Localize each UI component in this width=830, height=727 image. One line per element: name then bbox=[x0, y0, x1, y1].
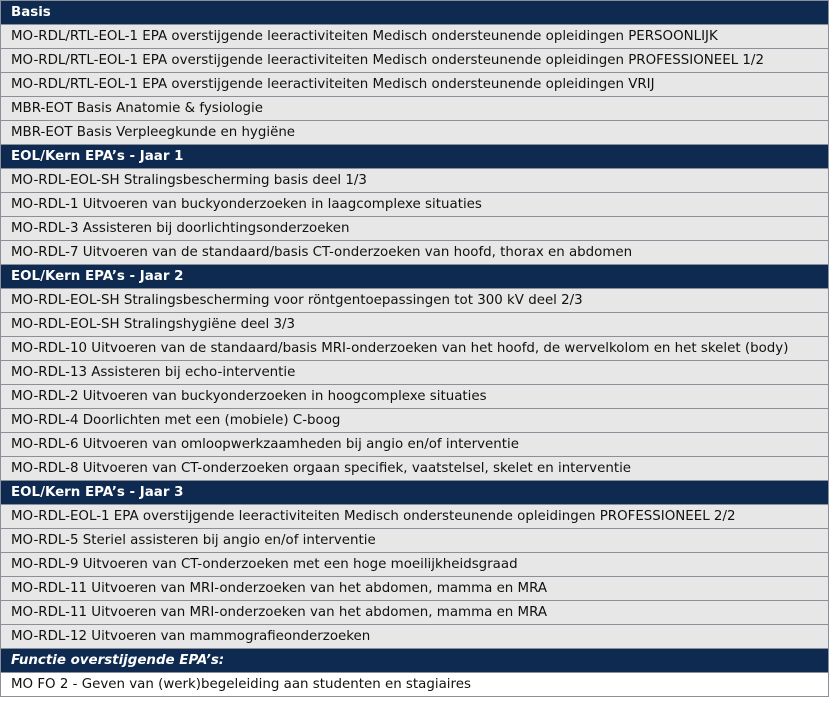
epa-item-cell: MO-RDL-11 Uitvoeren van MRI-onderzoeken van het abdomen, mamma en MRA bbox=[1, 577, 829, 601]
table-row bbox=[1, 289, 829, 313]
epa-item-cell: MO-RDL-13 Assisteren bij echo-interventie bbox=[1, 361, 829, 385]
table-row bbox=[1, 241, 829, 265]
epa-item-cell: MO-RDL-3 Assisteren bij doorlichtingsonderzoeken bbox=[1, 217, 829, 241]
epa-item-cell: MO-RDL-EOL-SH Stralingshygiëne deel 3/3 bbox=[1, 313, 829, 337]
epa-item-cell: MO-RDL-1 Uitvoeren van buckyonderzoeken in laagcomplexe situaties bbox=[1, 193, 829, 217]
epa-item-cell: MO-RDL-EOL-SH Stralingsbescherming basis deel 1/3 bbox=[1, 169, 829, 193]
epa-item-cell: MO-RDL-7 Uitvoeren van de standaard/basis CT-onderzoeken van hoofd, thorax en abdomen bbox=[1, 241, 829, 265]
section-title: Functie overstijgende EPA’s: bbox=[1, 649, 829, 673]
table-row bbox=[1, 553, 829, 577]
epa-item-cell: MO-RDL-EOL-1 EPA overstijgende leeractiviteiten Medisch ondersteunende opleidingen PROFESSIONEEL 2/2 bbox=[1, 505, 829, 529]
epa-item-cell: MO-RDL-12 Uitvoeren van mammografieonderzoeken bbox=[1, 625, 829, 649]
epa-item-cell: MBR-EOT Basis Anatomie & fysiologie bbox=[1, 97, 829, 121]
section-header-row bbox=[1, 649, 829, 673]
table-body bbox=[1, 1, 829, 697]
epa-item-cell: MO FO 2 - Geven van (werk)begeleiding aan studenten en stagiaires bbox=[1, 673, 829, 697]
epa-item-cell: MO-RDL-6 Uitvoeren van omloopwerkzaamheden bij angio en/of interventie bbox=[1, 433, 829, 457]
table-row bbox=[1, 313, 829, 337]
table-row bbox=[1, 625, 829, 649]
section-title: Basis bbox=[1, 1, 829, 25]
table-row bbox=[1, 673, 829, 697]
table-row bbox=[1, 409, 829, 433]
table-row bbox=[1, 433, 829, 457]
table-row bbox=[1, 193, 829, 217]
table-row bbox=[1, 505, 829, 529]
section-header-row bbox=[1, 265, 829, 289]
table-row bbox=[1, 121, 829, 145]
section-header-row bbox=[1, 145, 829, 169]
epa-item-cell: MO-RDL-5 Steriel assisteren bij angio en/of interventie bbox=[1, 529, 829, 553]
epa-item-cell: MO-RDL/RTL-EOL-1 EPA overstijgende leeractiviteiten Medisch ondersteunende opleidingen PROFESSIONEEL 1/2 bbox=[1, 49, 829, 73]
epa-item-cell: MBR-EOT Basis Verpleegkunde en hygiëne bbox=[1, 121, 829, 145]
epa-item-cell: MO-RDL-9 Uitvoeren van CT-onderzoeken met een hoge moeilijkheidsgraad bbox=[1, 553, 829, 577]
section-title: EOL/Kern EPA’s - Jaar 3 bbox=[1, 481, 829, 505]
epa-item-cell: MO-RDL-8 Uitvoeren van CT-onderzoeken orgaan specifiek, vaatstelsel, skelet en interventie bbox=[1, 457, 829, 481]
table-row bbox=[1, 337, 829, 361]
section-title: EOL/Kern EPA’s - Jaar 2 bbox=[1, 265, 829, 289]
table-row bbox=[1, 385, 829, 409]
table-row bbox=[1, 601, 829, 625]
table-row bbox=[1, 217, 829, 241]
table-row bbox=[1, 361, 829, 385]
epa-item-cell: MO-RDL/RTL-EOL-1 EPA overstijgende leeractiviteiten Medisch ondersteunende opleidingen PERSOONLIJK bbox=[1, 25, 829, 49]
epa-item-cell: MO-RDL-2 Uitvoeren van buckyonderzoeken in hoogcomplexe situaties bbox=[1, 385, 829, 409]
epa-item-cell: MO-RDL-10 Uitvoeren van de standaard/basis MRI-onderzoeken van het hoofd, de wervelkolom en het skelet (body) bbox=[1, 337, 829, 361]
epa-item-cell: MO-RDL-EOL-SH Stralingsbescherming voor röntgentoepassingen tot 300 kV deel 2/3 bbox=[1, 289, 829, 313]
section-header-row bbox=[1, 481, 829, 505]
epa-item-cell: MO-RDL-4 Doorlichten met een (mobiele) C-boog bbox=[1, 409, 829, 433]
epa-item-cell: MO-RDL-11 Uitvoeren van MRI-onderzoeken van het abdomen, mamma en MRA bbox=[1, 601, 829, 625]
table-row bbox=[1, 577, 829, 601]
table-row bbox=[1, 169, 829, 193]
table-row bbox=[1, 25, 829, 49]
section-header-row bbox=[1, 1, 829, 25]
section-title: EOL/Kern EPA’s - Jaar 1 bbox=[1, 145, 829, 169]
epa-item-cell: MO-RDL/RTL-EOL-1 EPA overstijgende leeractiviteiten Medisch ondersteunende opleidingen VRIJ bbox=[1, 73, 829, 97]
table-row bbox=[1, 457, 829, 481]
table-row bbox=[1, 49, 829, 73]
table-row bbox=[1, 97, 829, 121]
table-row bbox=[1, 529, 829, 553]
table-row bbox=[1, 73, 829, 97]
